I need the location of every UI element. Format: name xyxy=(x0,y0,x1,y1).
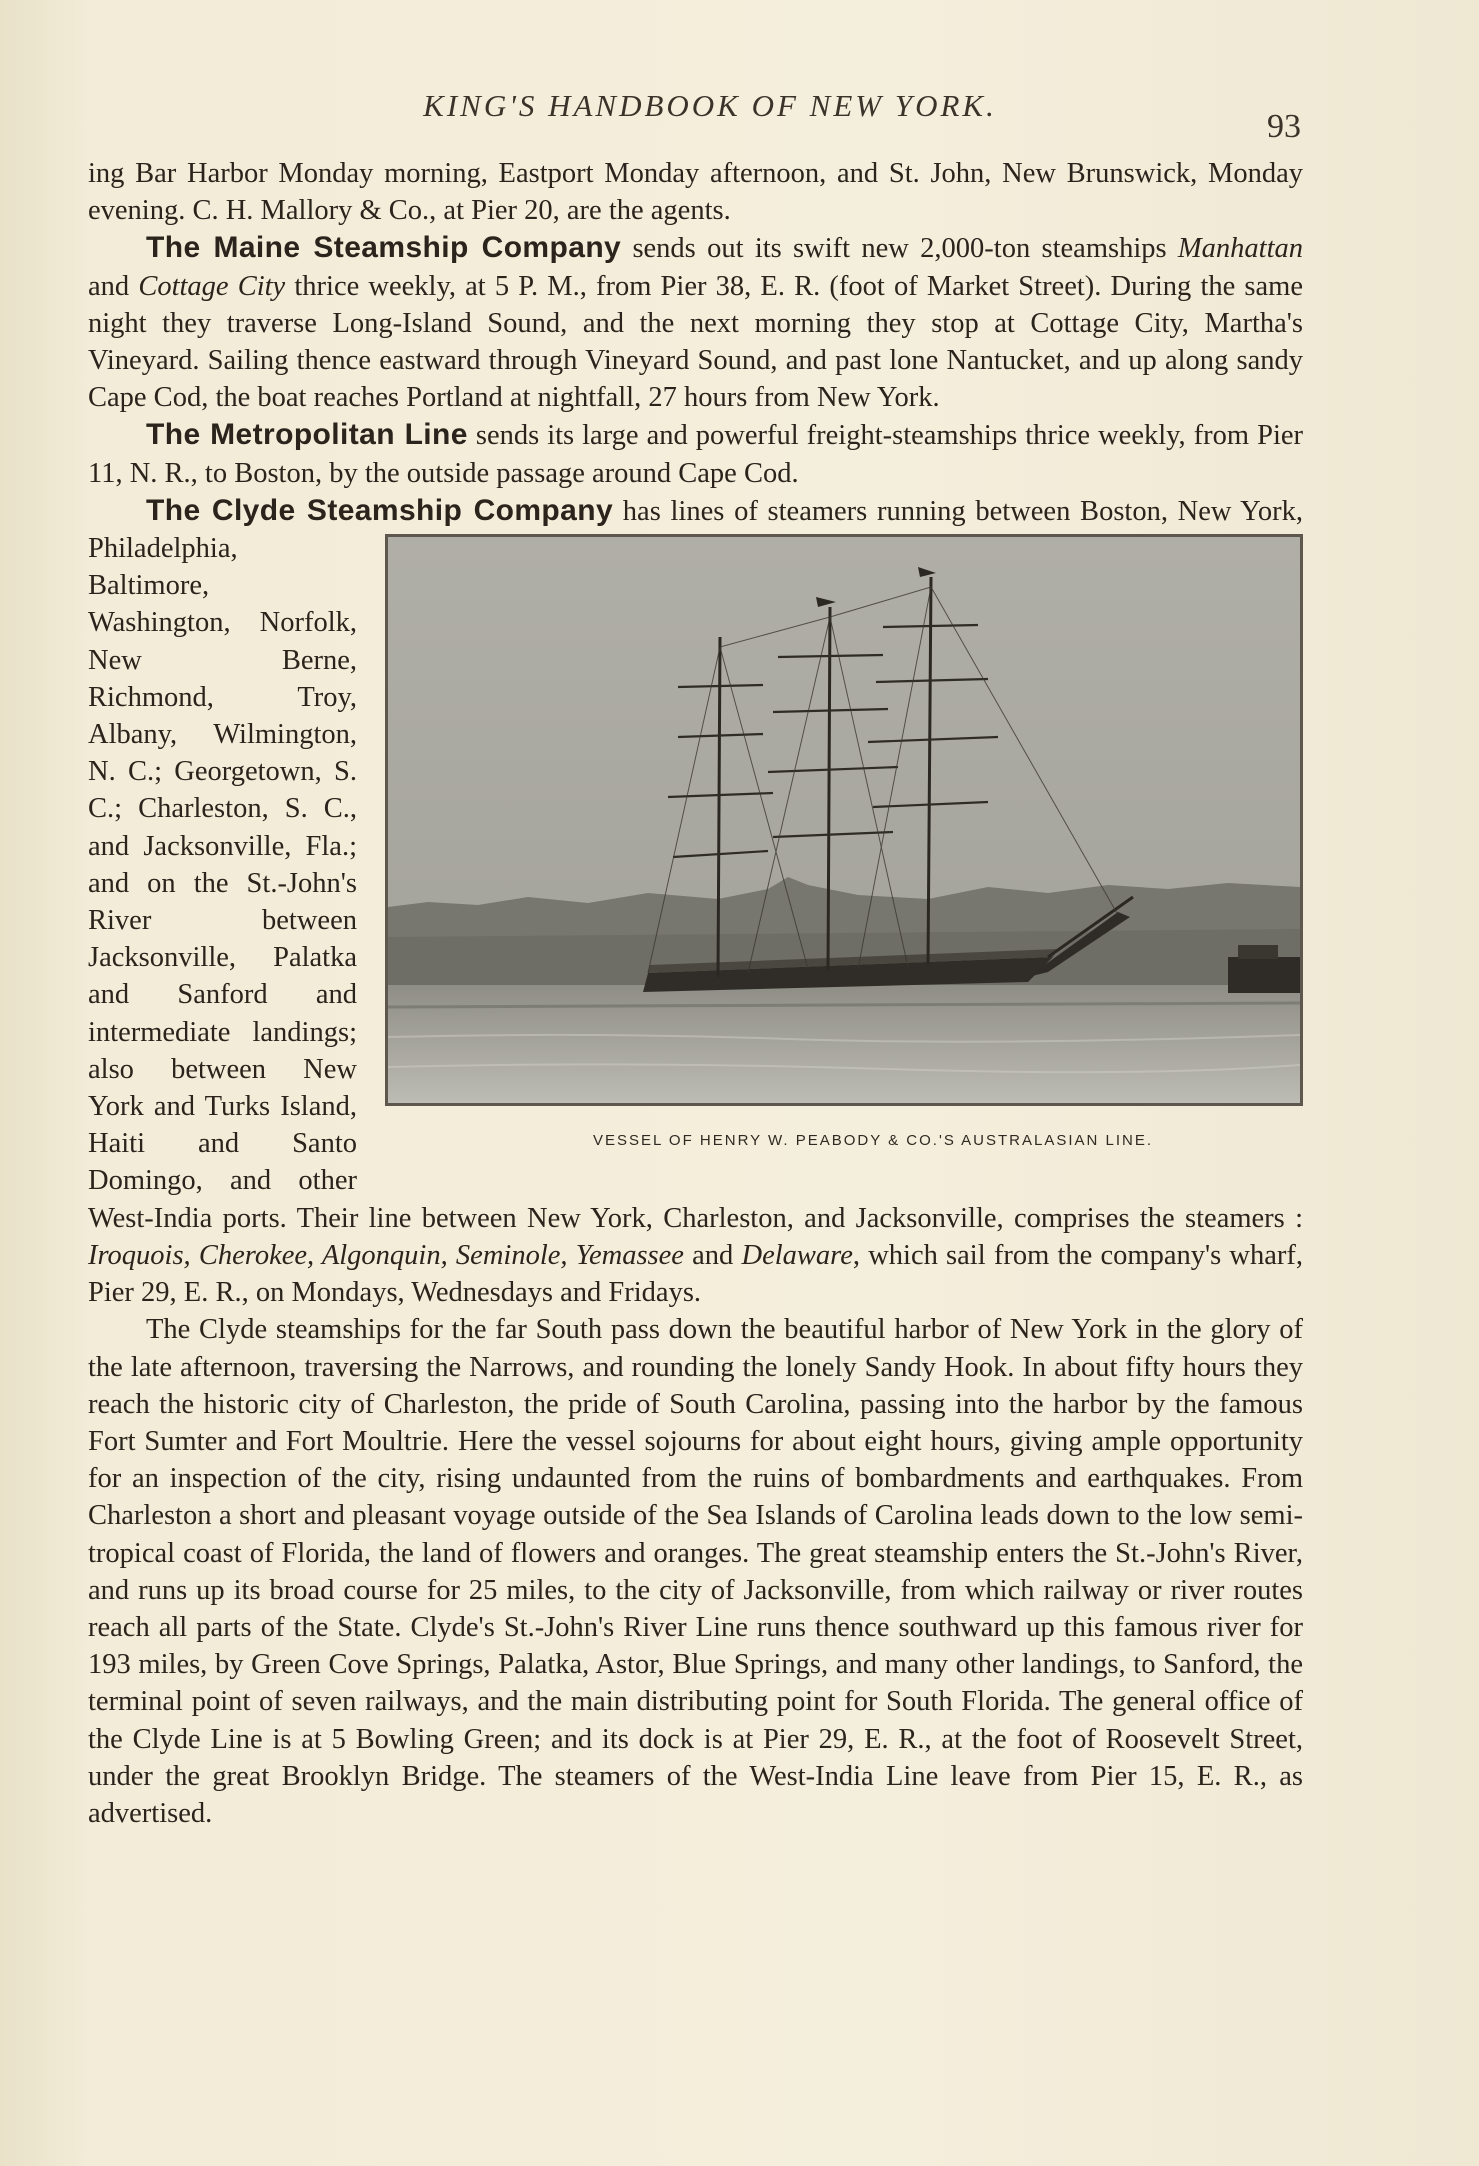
page-number: 93 xyxy=(1267,108,1301,145)
ship-name: Delaware xyxy=(741,1239,853,1271)
sailing-ship-illustration xyxy=(388,537,1300,1103)
ship-name: Cottage City xyxy=(138,270,286,302)
maine-steamship-heading: The Maine Steamship Company xyxy=(146,231,622,265)
running-head: KING'S HANDBOOK OF NEW YORK. xyxy=(423,88,997,123)
paragraph-metropolitan-line: The Metropolitan Line sends its large and powerful freight-steamships thrice weekly, from Pier 11, N. R., to Boston, by the outside passage around Cape Cod. xyxy=(88,418,1304,489)
clyde-steamship-heading: The Clyde Steamship Company xyxy=(146,493,614,527)
figure-caption: VESSEL OF HENRY W. PEABODY & CO.'S AUSTRALASIAN LINE. xyxy=(592,1132,1154,1150)
paragraph-continuation: ing Bar Harbor Monday morning, Eastport Monday afternoon, and St. John, New Brunswick, Monday evening. C. H. Mallory & Co., at Pier 20, are the agents. xyxy=(88,158,1303,227)
ship-names: Iroquois, Cherokee, Algonquin, Seminole, Yemassee xyxy=(88,1239,684,1271)
ship-photograph xyxy=(385,534,1303,1106)
body-text xyxy=(88,155,1303,1832)
paragraph-maine-steamship: The Maine Steamship Company sends out its swift new 2,000-ton steamships Manhattan and Cottage City thrice weekly, at 5 P. M., from Pier 38, E. R. (foot of Market Street). During the same night they traverse Long-Island Sound, and the next morning they stop at Cottage City, Martha's Vineyard. Sailing thence eastward through Vineyard Sound, and past lone Nantucket, and up along sandy Cape Cod, the boat reaches Portland at nightfall, 27 hours from New York. xyxy=(88,231,1303,414)
ship-name: Manhattan xyxy=(1177,233,1303,265)
metropolitan-line-heading: The Metropolitan Line xyxy=(146,418,468,452)
paragraph-clyde-steamship: The Clyde Steamship Company VESSEL OF HENRY W. PEABODY & CO.'S AUSTRALASIAN LINE. has lines of steamers running between Boston, New York, Philadelphia, Baltimore, Washington, Norfolk, New Berne, Richmond, Troy, Albany, Wilmington, N. C.; Georgetown, S. C.; Charleston, S. C., and Jacksonville, Fla.; and on the St.-John's River between Jacksonville, Palatka and Sanford and intermediate landings; also between New York and Turks Island, Haiti and Santo Domingo, and other West-India ports. Their line between New York, Charleston, and Jacksonville, comprises the steamers : Iroquois, Cherokee, Algonquin, Seminole, Yemassee and Delaware, which sail from the company's wharf, Pier 29, E. R., on Mondays, Wednesdays and Fridays. xyxy=(88,493,1304,1309)
paragraph-clyde-south: The Clyde steamships for the far South pass down the beautiful harbor of New York in the glory of the late afternoon, traversing the Narrows, and rounding the lonely Sandy Hook. In about fifty hours they reach the historic city of Charleston, the pride of South Carolina, passing into the harbor by the famous Fort Sumter and Fort Moultrie. Here the vessel sojourns for about eight hours, giving ample opportunity for an inspection of the city, rising undaunted from the ruins of bombardments and earthquakes. From Charleston a short and pleasant voyage outside of the Sea Islands of Carolina leads down to the low semi-tropical coast of Florida, the land of flowers and oranges. The great steamship enters the St.-John's River, and runs up its broad course for 25 miles, to the city of Jacksonville, from which railway or river routes reach all parts of the State. Clyde's St.-John's River Line runs thence southward up this famous river for 193 miles, by Green Cove Springs, Palatka, Astor, Blue Springs, and many other landings, to Sanford, the terminal point of seven railways, and the main distributing point for South Florida. The general office of the Clyde Line is at 5 Bowling Green; and its dock is at Pier 29, E. R., at the foot of Roosevelt Street, under the great Brooklyn Bridge. The steamers of the West-India Line leave from Pier 15, E. R., as advertised. xyxy=(88,1314,1303,1829)
ship-figure xyxy=(385,534,1303,1159)
